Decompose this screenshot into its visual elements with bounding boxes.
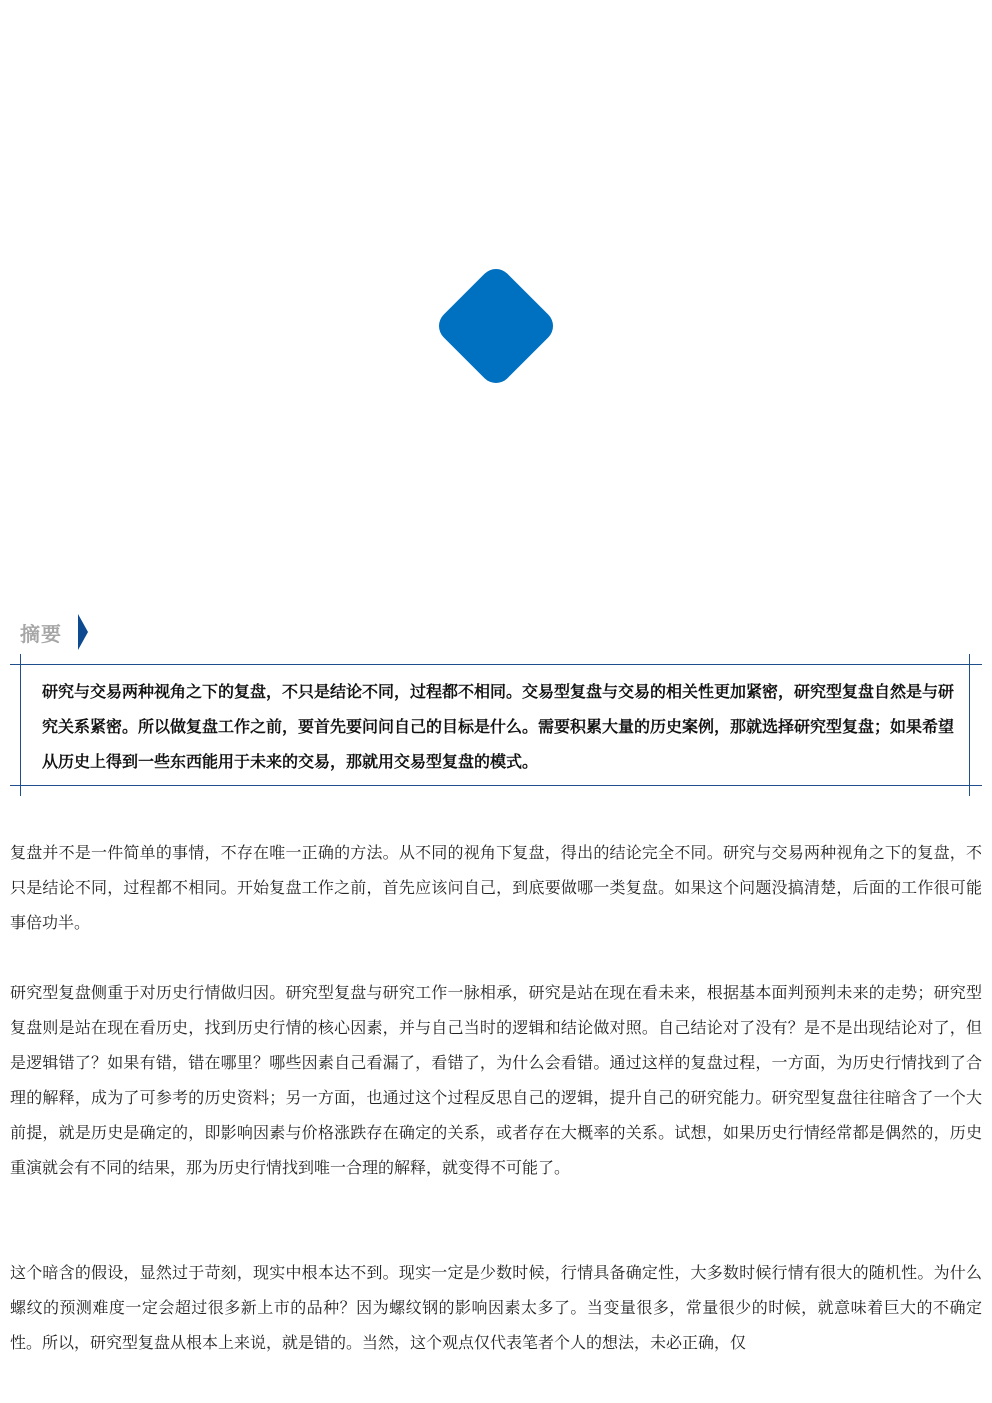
abstract-box (10, 654, 982, 796)
diamond-shape (432, 262, 559, 389)
body-paragraph-1: 复盘并不是一件简单的事情，不存在唯一正确的方法。从不同的视角下复盘，得出的结论完全不同。研究与交易两种视角之下的复盘，不只是结论不同，过程都不相同。开始复盘工作之前，首先应该问自己，到底要做哪一类复盘。如果这个问题没搞清楚，后面的工作很可能事倍功半。 (10, 843, 982, 932)
brand-logo (425, 255, 567, 397)
abstract-bottom-rule (10, 785, 982, 786)
body-paragraph-3: 这个暗含的假设，显然过于苛刻，现实中根本达不到。现实一定是少数时候，行情具备确定性，大多数时候行情有很大的随机性。为什么螺纹的预测难度一定会超过很多新上市的品种？因为螺纹钢的影响因素太多了。当变量很多，常量很少的时候，就意味着巨大的不确定性。所以，研究型复盘从根本上来说，就是错的。当然，这个观点仅代表笔者个人的想法，未必正确，仅 (10, 1263, 982, 1352)
abstract-left-rule (20, 654, 21, 796)
abstract-header (20, 612, 88, 652)
abstract-title: 摘要 (20, 621, 62, 646)
abstract-right-rule (969, 654, 970, 796)
diamond-logo-icon (425, 255, 567, 397)
abstract-text: 研究与交易两种视角之下的复盘，不只是结论不同，过程都不相同。交易型复盘与交易的相关性更加紧密，研究型复盘自然是与研究关系紧密。所以做复盘工作之前，要首先要问问自己的目标是什么。需要积累大量的历史案例，那就选择研究型复盘；如果希望从历史上得到一些东西能用于未来的交易，那就用交易型复盘的模式。 (42, 682, 955, 771)
abstract-top-rule (10, 664, 982, 665)
body-paragraph-2: 研究型复盘侧重于对历史行情做归因。研究型复盘与研究工作一脉相承，研究是站在现在看未来，根据基本面判预判未来的走势；研究型复盘则是站在现在看历史，找到历史行情的核心因素，并与自己当时的逻辑和结论做对照。自己结论对了没有？是不是出现结论对了，但是逻辑错了？如果有错，错在哪里？哪些因素自己看漏了，看错了，为什么会看错。通过这样的复盘过程，一方面，为历史行情找到了合理的解释，成为了可参考的历史资料；另一方面，也通过这个过程反思自己的逻辑，提升自己的研究能力。研究型复盘往往暗含了一个大前提，就是历史是确定的，即影响因素与价格涨跌存在确定的关系，或者存在大概率的关系。试想，如果历史行情经常都是偶然的，历史重演就会有不同的结果，那为历史行情找到唯一合理的解释，就变得不可能了。 (10, 983, 982, 1177)
arrow-right-icon (78, 614, 88, 650)
